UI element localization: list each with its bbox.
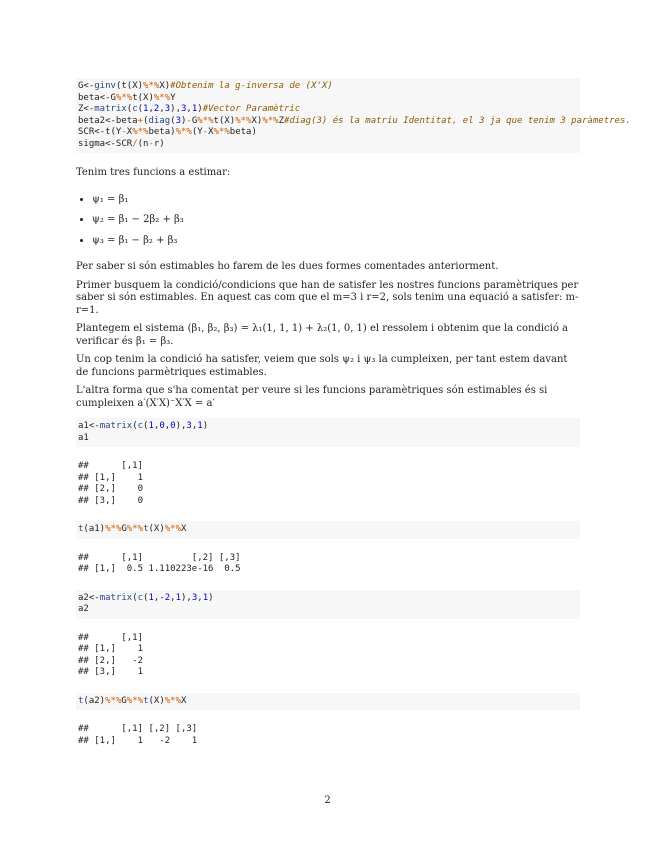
code-token: ( bbox=[143, 421, 149, 431]
paragraph-4: Un cop tenim la condició ha satisfer, veiem que sols ψ₂ i ψ₃ la cumpleixen, per tant estem davant de funcions parmètriques estimables. bbox=[76, 354, 568, 378]
code-token: (Y bbox=[191, 127, 203, 137]
code-token: beta2<-beta bbox=[78, 115, 138, 126]
code-token: 3 bbox=[181, 104, 187, 114]
code-token: ) bbox=[208, 592, 214, 603]
code-token: - bbox=[186, 115, 192, 126]
code-token: (X) bbox=[148, 695, 165, 706]
code-token: ) bbox=[197, 104, 203, 114]
code-token: 0 bbox=[170, 421, 176, 431]
code-token: , bbox=[186, 104, 192, 114]
code-token: c bbox=[137, 421, 144, 431]
code-token: ( bbox=[143, 115, 149, 126]
code-token: a1<- bbox=[78, 421, 100, 431]
code-token: t(X) bbox=[132, 92, 154, 103]
code-token: , bbox=[153, 421, 160, 431]
code-token: ) bbox=[180, 115, 187, 126]
code-token: ) bbox=[202, 421, 209, 431]
code-token: %*% bbox=[143, 81, 160, 91]
code-block-a1 bbox=[76, 418, 580, 447]
output-t-a2: ## [,1] [,2] [,3] ## [1,] 1 -2 1 bbox=[78, 724, 198, 746]
code-token: matrix bbox=[94, 104, 127, 114]
code-token: %*% bbox=[126, 524, 144, 534]
paragraph-2: Primer busquem la condició/condicions que han de satisfer les nostres funcions paramètriques per saber si són estimables. En aquest cas com que el m=3 i r=2, sols tenim una equació a satisfer: m-r=1. bbox=[76, 279, 579, 316]
code-token: sigma<-SCR bbox=[78, 138, 133, 149]
code-token: t(X) bbox=[213, 115, 236, 126]
code-token: t bbox=[78, 695, 84, 706]
code-token: 3 bbox=[175, 115, 181, 126]
code-token: , bbox=[170, 592, 176, 603]
function-psi1: • ψ₁ = β₁ bbox=[92, 194, 580, 207]
code-token: %*% bbox=[115, 92, 133, 103]
output-a2: ## [,1] ## [1,] 1 ## [2,] -2 ## [3,] 1 bbox=[78, 632, 144, 677]
code-token: ), bbox=[170, 104, 181, 114]
code-token: 1 bbox=[175, 592, 181, 603]
code-token: G bbox=[121, 695, 127, 706]
page-number: 2 bbox=[324, 795, 331, 806]
code-line bbox=[78, 524, 578, 536]
code-token: %*% bbox=[175, 127, 192, 137]
code-token: #diag(3) és la matriu Identitat, el 3 ja que tenim 3 paràmetres. bbox=[284, 115, 631, 126]
code-block-ginv bbox=[76, 78, 631, 153]
code-token: , bbox=[164, 421, 171, 431]
document-page bbox=[76, 78, 631, 747]
code-line bbox=[78, 604, 578, 616]
code-token: %*% bbox=[126, 695, 144, 706]
code-line bbox=[78, 593, 578, 605]
code-token: %*% bbox=[164, 524, 182, 534]
code-line bbox=[78, 696, 578, 708]
code-token: r) bbox=[153, 138, 165, 149]
output-a1: ## [,1] ## [1,] 1 ## [2,] 0 ## [3,] 0 bbox=[78, 461, 144, 506]
code-token: %*% bbox=[105, 524, 122, 534]
code-token: a2<- bbox=[78, 592, 100, 603]
code-token: beta) bbox=[148, 127, 176, 137]
code-token: + bbox=[137, 115, 144, 126]
code-token: matrix bbox=[99, 421, 133, 431]
code-token: SCR<-t(Y bbox=[78, 127, 122, 137]
code-token: , bbox=[153, 592, 160, 603]
code-token: ( bbox=[170, 115, 176, 126]
code-token: X bbox=[181, 524, 187, 534]
code-token: X bbox=[208, 127, 214, 137]
code-token: ginv bbox=[94, 81, 116, 91]
code-token: #Vector Paramètric bbox=[202, 104, 301, 114]
code-token: -2 bbox=[159, 592, 171, 603]
code-token: (t(X) bbox=[115, 81, 144, 91]
code-token: 1 bbox=[148, 592, 154, 603]
code-token: X bbox=[181, 695, 187, 706]
code-block-a2 bbox=[76, 590, 580, 619]
code-token: a1 bbox=[78, 432, 89, 443]
code-token: %*% bbox=[105, 695, 122, 706]
code-line bbox=[78, 139, 578, 151]
code-token: 1 bbox=[202, 592, 209, 603]
code-token: Y bbox=[170, 92, 176, 103]
intro-text: Tenim tres funcions a estimar: bbox=[76, 167, 231, 178]
code-token: G bbox=[191, 115, 198, 126]
paragraph-3: Plantegem el sistema (β₁, β₂, β₃) = λ₁(1, 1, 1) + λ₂(1, 0, 1) el ressolem i obtenim que la condició a verificar és β₁ = β₃. bbox=[76, 323, 568, 347]
code-line bbox=[78, 104, 578, 116]
function-psi3: • ψ₃ = β₁ − β₂ + β₃ bbox=[92, 235, 580, 248]
code-token: %*% bbox=[235, 115, 252, 126]
code-token: Z bbox=[278, 115, 284, 126]
code-token: c bbox=[137, 592, 144, 603]
function-list bbox=[76, 194, 580, 248]
code-token: , bbox=[197, 592, 203, 603]
code-token: t bbox=[143, 524, 149, 534]
code-block-t-a2 bbox=[76, 693, 580, 711]
code-token: Z<- bbox=[78, 104, 95, 114]
code-token: %*% bbox=[164, 695, 182, 706]
code-token: matrix bbox=[99, 592, 133, 603]
code-token: (X) bbox=[148, 524, 165, 534]
code-token: ( bbox=[126, 104, 133, 114]
code-token: 1 bbox=[143, 104, 149, 114]
code-token: %*% bbox=[213, 127, 230, 137]
code-token: ( bbox=[132, 421, 138, 431]
code-token: %*% bbox=[262, 115, 279, 126]
code-token: X) bbox=[159, 81, 171, 91]
code-token: ), bbox=[181, 592, 192, 603]
code-line bbox=[78, 421, 578, 433]
code-token: X) bbox=[251, 115, 263, 126]
code-token: 3 bbox=[186, 421, 192, 431]
code-line bbox=[78, 433, 578, 445]
code-token: c bbox=[132, 104, 138, 114]
code-token: - bbox=[148, 138, 154, 149]
code-token: #Obtenim la g-inversa de (X'X) bbox=[170, 81, 333, 91]
code-token: beta) bbox=[229, 127, 257, 137]
code-token: a2 bbox=[78, 604, 89, 614]
code-token: %*% bbox=[132, 127, 149, 137]
code-token: %*% bbox=[197, 115, 214, 126]
code-token: 1 bbox=[191, 104, 198, 114]
code-line bbox=[78, 93, 578, 105]
code-token: %*% bbox=[153, 92, 171, 103]
code-token: G<- bbox=[78, 81, 95, 91]
code-token: G bbox=[121, 524, 127, 534]
code-token: - bbox=[202, 127, 209, 137]
code-token: t bbox=[78, 524, 84, 534]
code-token: (n bbox=[137, 138, 149, 149]
code-token: ( bbox=[143, 592, 149, 603]
code-token: 3 bbox=[164, 104, 171, 114]
function-psi2: • ψ₂ = β₁ − 2β₂ + β₃ bbox=[92, 214, 580, 227]
code-token: ), bbox=[175, 421, 187, 431]
code-token: / bbox=[132, 138, 138, 149]
code-token: (a2) bbox=[83, 695, 106, 706]
output-t-a1: ## [,1] [,2] [,3] ## [1,] 0.5 1.110223e-16 0.5 bbox=[78, 552, 241, 574]
code-token: 2 bbox=[153, 104, 160, 114]
code-token: beta<-G bbox=[78, 92, 116, 103]
code-token: ( bbox=[132, 592, 138, 603]
paragraph-1: Per saber si són estimables ho farem de les dues formes comentades anteriorment. bbox=[76, 261, 499, 272]
code-token: X bbox=[126, 127, 133, 137]
code-token: (a1) bbox=[83, 524, 106, 534]
paragraph-5: L'altra forma que s'ha comentat per veure si les funcions paramètriques són estimables és si cumpleixen a′(X′X)⁻X′X = a′ bbox=[76, 385, 548, 409]
code-token: , bbox=[159, 104, 165, 114]
code-token: 0 bbox=[159, 421, 165, 431]
code-token: t bbox=[143, 695, 149, 706]
code-token: 3 bbox=[191, 592, 198, 603]
code-token: ( bbox=[137, 104, 144, 114]
code-line bbox=[78, 127, 578, 139]
code-token: diag bbox=[148, 115, 171, 126]
code-token: - bbox=[121, 127, 127, 137]
code-line bbox=[78, 115, 631, 128]
code-token: , bbox=[191, 421, 198, 431]
code-line bbox=[78, 81, 578, 93]
code-token: 1 bbox=[197, 421, 203, 431]
code-token: 1 bbox=[148, 421, 154, 431]
code-token: , bbox=[148, 104, 154, 114]
code-block-t-a1 bbox=[76, 521, 580, 539]
